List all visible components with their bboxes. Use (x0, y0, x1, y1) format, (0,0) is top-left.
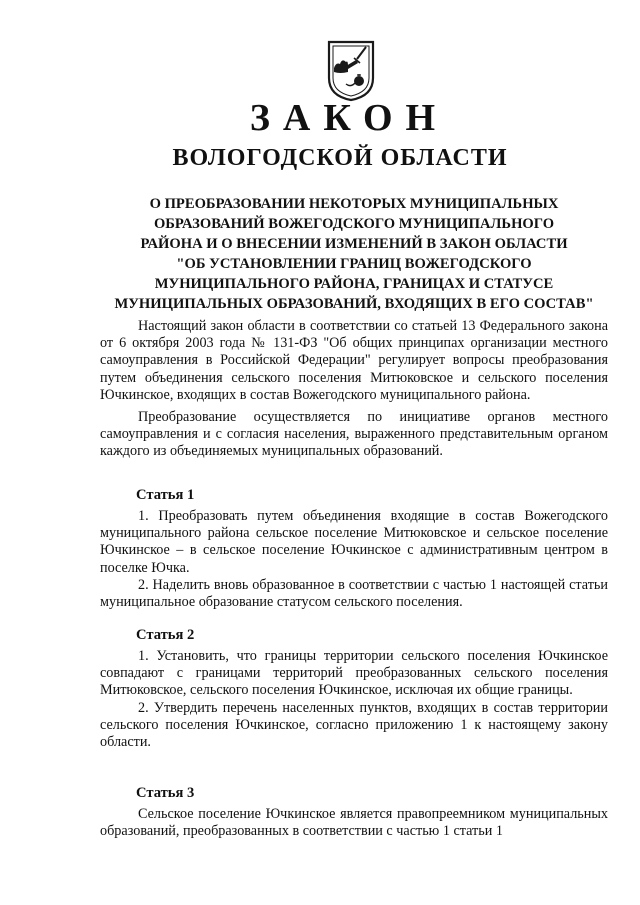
article-paragraph: 1. Преобразовать путем объединения входящие в состав Вожегодского муниципального района сельское поселение Митюковское и сельское поселение Ючкинское – в сельское поселение Ючкинское с административным центром в поселке Ючка. (100, 508, 608, 576)
law-title-line: РАЙОНА И О ВНЕСЕНИИ ИЗМЕНЕНИЙ В ЗАКОН ОБЛАСТИ (140, 236, 568, 252)
preamble-paragraph: Настоящий закон области в соответствии со статьей 13 Федерального закона от 6 октября 2003 года № 131-ФЗ "Об общих принципах организации местного самоуправления в Российской Федерации" регулирует вопросы преобразования путем объединения сельского поселения Митюковское и сельского поселения Ючкинское, входящих в состав Вожегодского муниципального района. (100, 318, 608, 403)
law-title-line: "ОБ УСТАНОВЛЕНИИ ГРАНИЦ ВОЖЕГОДСКОГО (176, 256, 532, 272)
law-title-line: МУНИЦИПАЛЬНЫХ ОБРАЗОВАНИЙ, ВХОДЯЩИХ В ЕГО СОСТАВ" (114, 296, 594, 312)
law-title-line: О ПРЕОБРАЗОВАНИИ НЕКОТОРЫХ МУНИЦИПАЛЬНЫХ (149, 196, 559, 212)
article-paragraph: 1. Установить, что границы территории сельского поселения Ючкинское совпадают с границами территорий преобразованных сельского поселения Митюковское, сельского поселения Ючкинское, исключая их общие границы. (100, 648, 608, 699)
coat-of-arms-icon (326, 38, 376, 102)
article-1 (100, 486, 608, 611)
article-3 (100, 784, 608, 840)
article-paragraph: 2. Наделить вновь образованное в соответствии с частью 1 настоящей статьи муниципальное образование статусом сельского поселения. (100, 576, 608, 611)
article-paragraph: Сельское поселение Ючкинское является правопреемником муниципальных образований, преобразованных в соответствии с частью 1 статьи 1 (100, 806, 608, 840)
article-paragraph: 2. Утвердить перечень населенных пунктов, входящих в состав территории сельского поселения Ючкинское, согласно приложению 1 к настоящему закону области. (100, 699, 608, 751)
law-title (100, 194, 608, 314)
law-title-line: ОБРАЗОВАНИЙ ВОЖЕГОДСКОГО МУНИЦИПАЛЬНОГО (153, 216, 555, 232)
law-heading: ЗАКОН (249, 97, 449, 139)
article-heading: Статья 3 (136, 785, 195, 801)
preamble-paragraph: Преобразование осуществляется по инициативе органов местного самоуправления и с согласия населения, выраженного представительным органом каждого из объединяемых муниципальных образований. (100, 409, 608, 460)
article-2 (100, 626, 608, 751)
law-title-line: МУНИЦИПАЛЬНОГО РАЙОНА, ГРАНИЦАХ И СТАТУСЕ (154, 276, 554, 292)
preamble (100, 318, 608, 461)
article-heading: Статья 2 (136, 627, 195, 643)
region-heading: ВОЛОГОДСКОЙ ОБЛАСТИ (172, 145, 508, 171)
article-heading: Статья 1 (136, 487, 195, 503)
